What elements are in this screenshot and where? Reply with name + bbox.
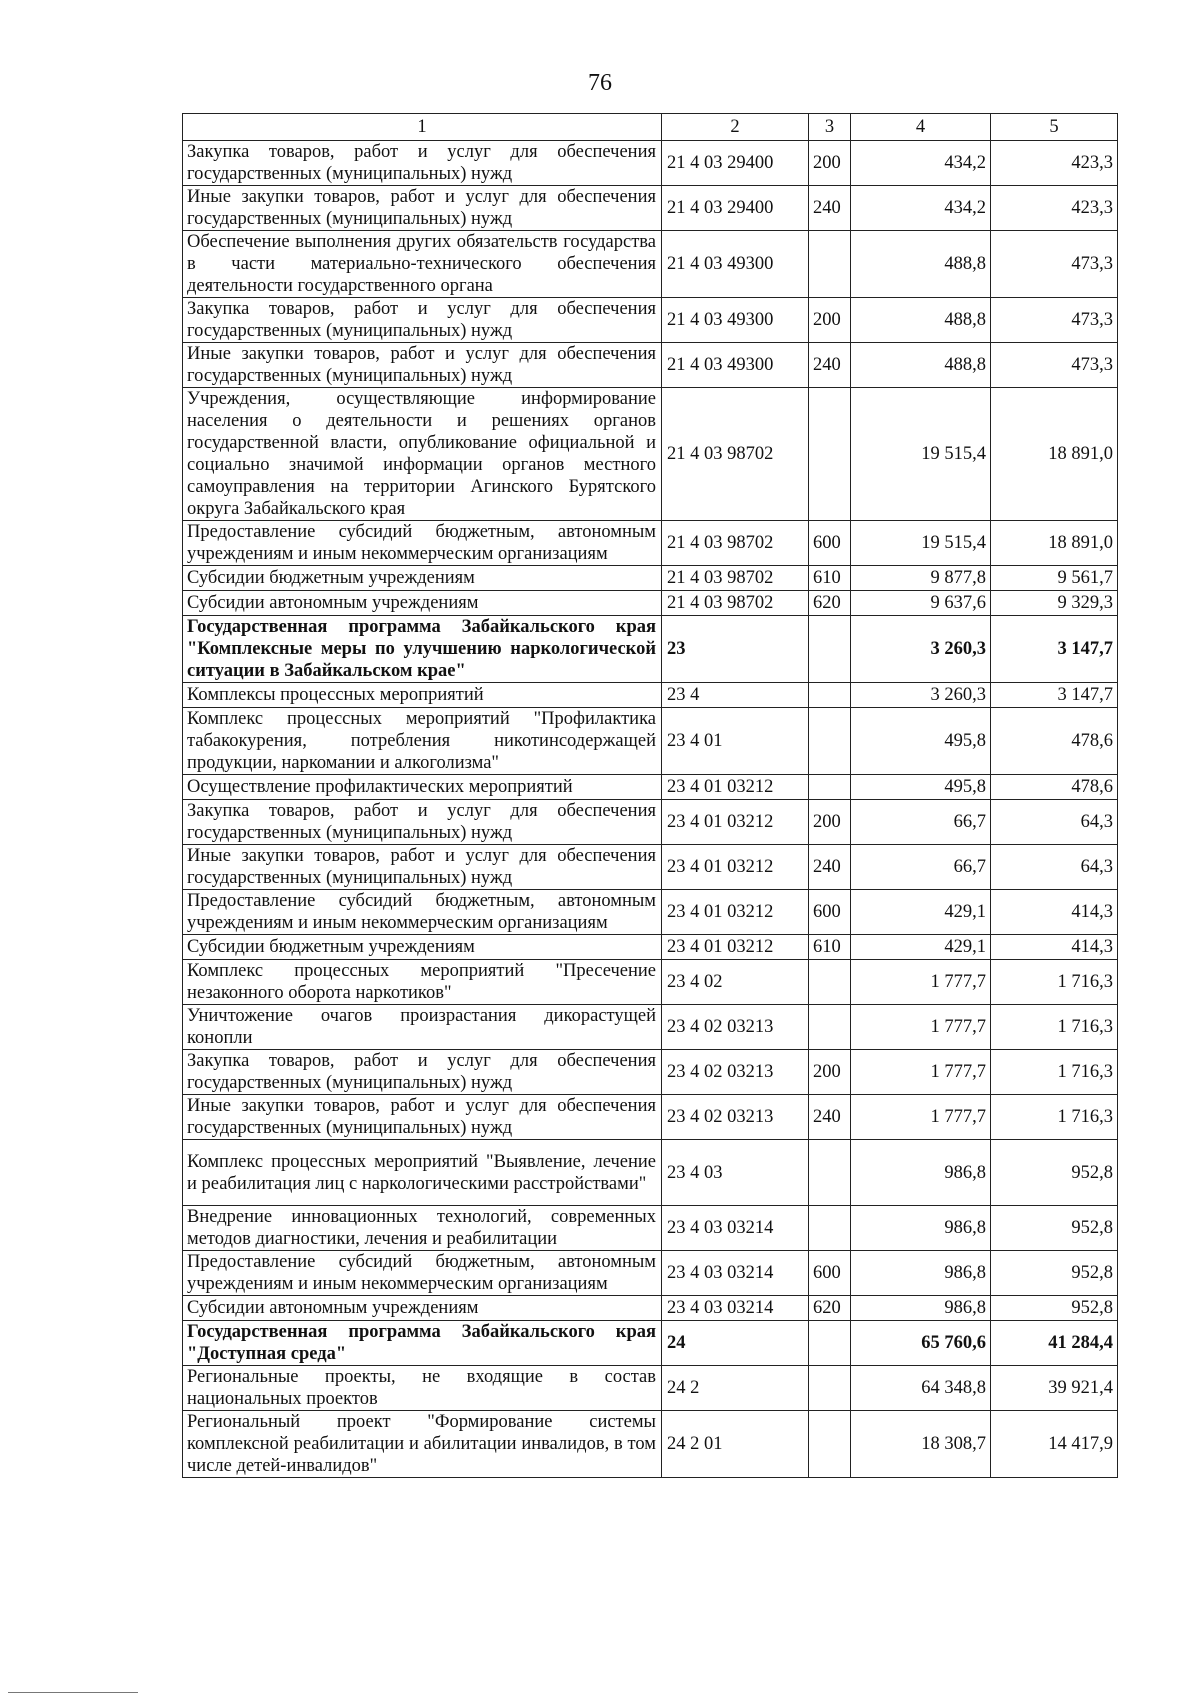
- cell-name: Закупка товаров, работ и услуг для обеспечения государственных (муниципальных) нужд: [183, 800, 662, 845]
- cell-amount-1: 65 760,6: [851, 1321, 991, 1366]
- cell-expense-type: 620: [809, 591, 851, 616]
- cell-expense-type: 600: [809, 1251, 851, 1296]
- cell-amount-2: 64,3: [991, 845, 1118, 890]
- cell-amount-1: 488,8: [851, 231, 991, 298]
- cell-target-code: 21 4 03 29400: [662, 186, 809, 231]
- table-row: [183, 298, 1118, 343]
- cell-target-code: 23 4 01 03212: [662, 845, 809, 890]
- cell-target-code: 23: [662, 616, 809, 683]
- cell-expense-type: [809, 1206, 851, 1251]
- cell-target-code: 23 4 01: [662, 708, 809, 775]
- table-header-row: [183, 114, 1118, 141]
- table-row: [183, 1140, 1118, 1206]
- table-row: [183, 800, 1118, 845]
- cell-amount-2: 14 417,9: [991, 1411, 1118, 1478]
- cell-expense-type: 600: [809, 890, 851, 935]
- cell-amount-1: 1 777,7: [851, 1005, 991, 1050]
- table-row: [183, 775, 1118, 800]
- cell-expense-type: 600: [809, 521, 851, 566]
- page-number: 76: [588, 70, 612, 96]
- cell-name: Предоставление субсидий бюджетным, автономным учреждениям и иным некоммерческим организациям: [183, 521, 662, 566]
- cell-name: Субсидии бюджетным учреждениям: [183, 566, 662, 591]
- cell-amount-1: 19 515,4: [851, 388, 991, 521]
- cell-amount-1: 434,2: [851, 186, 991, 231]
- table-row: [183, 845, 1118, 890]
- cell-name: Предоставление субсидий бюджетным, автономным учреждениям и иным некоммерческим организациям: [183, 890, 662, 935]
- cell-amount-2: 952,8: [991, 1296, 1118, 1321]
- cell-name: Государственная программа Забайкальского края "Комплексные меры по улучшению наркологической ситуации в Забайкальском крае": [183, 616, 662, 683]
- cell-name: Закупка товаров, работ и услуг для обеспечения государственных (муниципальных) нужд: [183, 298, 662, 343]
- cell-name: Комплекс процессных мероприятий "Пресечение незаконного оборота наркотиков": [183, 960, 662, 1005]
- cell-target-code: 23 4 03: [662, 1140, 809, 1206]
- cell-name: Учреждения, осуществляющие информирование населения о деятельности и решениях органов государственной власти, опубликование официальной и социально значимой информации органов местного самоуправления на территории Агинского Бурятского округа Забайкальского края: [183, 388, 662, 521]
- cell-amount-1: 1 777,7: [851, 960, 991, 1005]
- cell-expense-type: [809, 708, 851, 775]
- header-col-code: 2: [662, 114, 809, 141]
- cell-target-code: 21 4 03 98702: [662, 591, 809, 616]
- cell-expense-type: [809, 1140, 851, 1206]
- cell-expense-type: [809, 616, 851, 683]
- cell-amount-1: 429,1: [851, 890, 991, 935]
- cell-amount-1: 1 777,7: [851, 1095, 991, 1140]
- table-row: [183, 388, 1118, 521]
- cell-amount-1: 986,8: [851, 1296, 991, 1321]
- cell-name: Региональный проект "Формирование системы комплексной реабилитации и абилитации инвалидов, в том числе детей-инвалидов": [183, 1411, 662, 1478]
- cell-expense-type: 240: [809, 186, 851, 231]
- cell-expense-type: [809, 1366, 851, 1411]
- cell-amount-1: 64 348,8: [851, 1366, 991, 1411]
- table-row: [183, 186, 1118, 231]
- table-row: [183, 1005, 1118, 1050]
- cell-amount-2: 1 716,3: [991, 1050, 1118, 1095]
- cell-name: Закупка товаров, работ и услуг для обеспечения государственных (муниципальных) нужд: [183, 141, 662, 186]
- cell-name: Комплекс процессных мероприятий "Выявление, лечение и реабилитация лиц с наркологическими расстройствами": [183, 1140, 662, 1206]
- cell-name: Иные закупки товаров, работ и услуг для обеспечения государственных (муниципальных) нужд: [183, 845, 662, 890]
- table-row: [183, 1206, 1118, 1251]
- header-col-name: 1: [183, 114, 662, 141]
- cell-expense-type: 620: [809, 1296, 851, 1321]
- table-row: [183, 343, 1118, 388]
- cell-expense-type: 240: [809, 343, 851, 388]
- cell-amount-1: 986,8: [851, 1251, 991, 1296]
- cell-target-code: 23 4 01 03212: [662, 775, 809, 800]
- cell-amount-2: 9 329,3: [991, 591, 1118, 616]
- cell-amount-1: 3 260,3: [851, 683, 991, 708]
- table-row: [183, 935, 1118, 960]
- cell-amount-2: 41 284,4: [991, 1321, 1118, 1366]
- scan-margin-line: [8, 1692, 138, 1693]
- table-row: [183, 1050, 1118, 1095]
- cell-expense-type: [809, 1005, 851, 1050]
- cell-expense-type: [809, 388, 851, 521]
- cell-amount-2: 952,8: [991, 1206, 1118, 1251]
- table-row: [183, 141, 1118, 186]
- budget-table: [182, 113, 1118, 1478]
- cell-amount-1: 19 515,4: [851, 521, 991, 566]
- cell-name: Региональные проекты, не входящие в состав национальных проектов: [183, 1366, 662, 1411]
- cell-name: Комплекс процессных мероприятий "Профилактика табакокурения, потребления никотинсодержащей продукции, наркомании и алкоголизма": [183, 708, 662, 775]
- cell-expense-type: 200: [809, 1050, 851, 1095]
- cell-amount-2: 473,3: [991, 343, 1118, 388]
- table-row: [183, 1321, 1118, 1366]
- table-body: [183, 141, 1118, 1478]
- cell-target-code: 21 4 03 29400: [662, 141, 809, 186]
- cell-name: Иные закупки товаров, работ и услуг для обеспечения государственных (муниципальных) нужд: [183, 186, 662, 231]
- header-col-type: 3: [809, 114, 851, 141]
- cell-amount-2: 18 891,0: [991, 521, 1118, 566]
- cell-target-code: 24 2: [662, 1366, 809, 1411]
- cell-target-code: 23 4 03 03214: [662, 1206, 809, 1251]
- cell-amount-2: 1 716,3: [991, 960, 1118, 1005]
- cell-expense-type: 610: [809, 935, 851, 960]
- cell-amount-2: 64,3: [991, 800, 1118, 845]
- cell-expense-type: [809, 1411, 851, 1478]
- cell-name: Уничтожение очагов произрастания дикорастущей конопли: [183, 1005, 662, 1050]
- cell-target-code: 23 4 03 03214: [662, 1251, 809, 1296]
- header-col-amount-2: 5: [991, 114, 1118, 141]
- cell-amount-2: 3 147,7: [991, 683, 1118, 708]
- cell-name: Комплексы процессных мероприятий: [183, 683, 662, 708]
- cell-target-code: 21 4 03 98702: [662, 521, 809, 566]
- table-row: [183, 1251, 1118, 1296]
- cell-target-code: 23 4 02: [662, 960, 809, 1005]
- cell-expense-type: 240: [809, 845, 851, 890]
- table-row: [183, 1366, 1118, 1411]
- cell-amount-2: 414,3: [991, 890, 1118, 935]
- cell-amount-1: 488,8: [851, 298, 991, 343]
- cell-expense-type: [809, 775, 851, 800]
- table-row: [183, 708, 1118, 775]
- cell-target-code: 24 2 01: [662, 1411, 809, 1478]
- cell-name: Иные закупки товаров, работ и услуг для обеспечения государственных (муниципальных) нужд: [183, 1095, 662, 1140]
- cell-amount-1: 3 260,3: [851, 616, 991, 683]
- cell-target-code: 21 4 03 49300: [662, 343, 809, 388]
- cell-amount-1: 434,2: [851, 141, 991, 186]
- cell-amount-2: 952,8: [991, 1251, 1118, 1296]
- cell-target-code: 23 4: [662, 683, 809, 708]
- table-row: [183, 683, 1118, 708]
- cell-amount-1: 495,8: [851, 775, 991, 800]
- cell-expense-type: [809, 231, 851, 298]
- cell-amount-1: 1 777,7: [851, 1050, 991, 1095]
- table-row: [183, 890, 1118, 935]
- cell-target-code: 23 4 02 03213: [662, 1095, 809, 1140]
- cell-amount-2: 478,6: [991, 708, 1118, 775]
- cell-amount-2: 39 921,4: [991, 1366, 1118, 1411]
- cell-target-code: 23 4 03 03214: [662, 1296, 809, 1321]
- cell-expense-type: 240: [809, 1095, 851, 1140]
- cell-target-code: 23 4 02 03213: [662, 1050, 809, 1095]
- cell-amount-2: 473,3: [991, 231, 1118, 298]
- cell-target-code: 21 4 03 49300: [662, 231, 809, 298]
- table-row: [183, 231, 1118, 298]
- cell-name: Субсидии автономным учреждениям: [183, 1296, 662, 1321]
- cell-name: Осуществление профилактических мероприятий: [183, 775, 662, 800]
- cell-expense-type: 200: [809, 141, 851, 186]
- cell-target-code: 23 4 01 03212: [662, 890, 809, 935]
- cell-name: Субсидии бюджетным учреждениям: [183, 935, 662, 960]
- cell-amount-1: 66,7: [851, 845, 991, 890]
- cell-amount-2: 473,3: [991, 298, 1118, 343]
- cell-amount-1: 488,8: [851, 343, 991, 388]
- cell-name: Государственная программа Забайкальского края "Доступная среда": [183, 1321, 662, 1366]
- cell-amount-2: 952,8: [991, 1140, 1118, 1206]
- cell-amount-2: 18 891,0: [991, 388, 1118, 521]
- table-row: [183, 591, 1118, 616]
- cell-target-code: 24: [662, 1321, 809, 1366]
- table-row: [183, 960, 1118, 1005]
- cell-expense-type: 200: [809, 800, 851, 845]
- cell-name: Обеспечение выполнения других обязательств государства в части материально-технического обеспечения деятельности государственного органа: [183, 231, 662, 298]
- cell-amount-2: 414,3: [991, 935, 1118, 960]
- cell-expense-type: [809, 1321, 851, 1366]
- table-row: [183, 521, 1118, 566]
- cell-target-code: 21 4 03 49300: [662, 298, 809, 343]
- cell-name: Предоставление субсидий бюджетным, автономным учреждениям и иным некоммерческим организациям: [183, 1251, 662, 1296]
- cell-expense-type: [809, 960, 851, 1005]
- cell-name: Субсидии автономным учреждениям: [183, 591, 662, 616]
- cell-expense-type: 610: [809, 566, 851, 591]
- cell-target-code: 23 4 02 03213: [662, 1005, 809, 1050]
- cell-amount-1: 986,8: [851, 1140, 991, 1206]
- cell-amount-2: 3 147,7: [991, 616, 1118, 683]
- cell-amount-2: 423,3: [991, 141, 1118, 186]
- table-row: [183, 1095, 1118, 1140]
- table-row: [183, 566, 1118, 591]
- cell-name: Закупка товаров, работ и услуг для обеспечения государственных (муниципальных) нужд: [183, 1050, 662, 1095]
- cell-name: Внедрение инновационных технологий, современных методов диагностики, лечения и реабилитации: [183, 1206, 662, 1251]
- header-col-amount-1: 4: [851, 114, 991, 141]
- cell-amount-1: 495,8: [851, 708, 991, 775]
- cell-amount-2: 478,6: [991, 775, 1118, 800]
- cell-amount-1: 9 637,6: [851, 591, 991, 616]
- cell-amount-1: 429,1: [851, 935, 991, 960]
- cell-amount-1: 66,7: [851, 800, 991, 845]
- cell-amount-2: 423,3: [991, 186, 1118, 231]
- table-row: [183, 1411, 1118, 1478]
- cell-target-code: 23 4 01 03212: [662, 935, 809, 960]
- cell-amount-1: 18 308,7: [851, 1411, 991, 1478]
- cell-target-code: 21 4 03 98702: [662, 388, 809, 521]
- table-row: [183, 1296, 1118, 1321]
- cell-target-code: 23 4 01 03212: [662, 800, 809, 845]
- cell-amount-2: 1 716,3: [991, 1005, 1118, 1050]
- cell-amount-1: 986,8: [851, 1206, 991, 1251]
- cell-expense-type: [809, 683, 851, 708]
- cell-name: Иные закупки товаров, работ и услуг для обеспечения государственных (муниципальных) нужд: [183, 343, 662, 388]
- cell-target-code: 21 4 03 98702: [662, 566, 809, 591]
- cell-amount-2: 9 561,7: [991, 566, 1118, 591]
- table-row: [183, 616, 1118, 683]
- cell-expense-type: 200: [809, 298, 851, 343]
- cell-amount-1: 9 877,8: [851, 566, 991, 591]
- cell-amount-2: 1 716,3: [991, 1095, 1118, 1140]
